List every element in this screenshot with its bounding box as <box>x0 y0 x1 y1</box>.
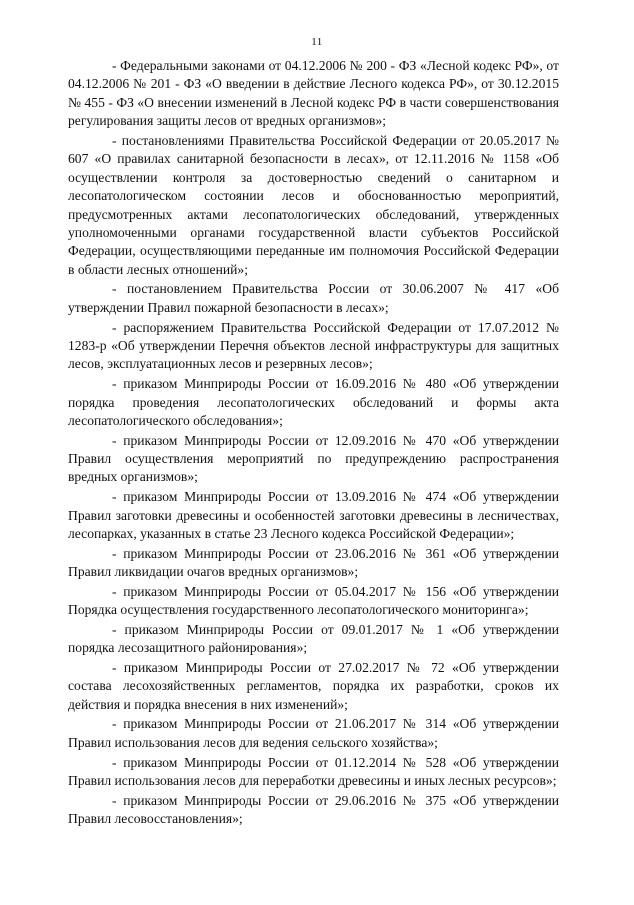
paragraph-order-361: - приказом Минприроды России от 23.06.2016 № 361 «Об утверждении Правил ликвидации очагов вредных организмов»; <box>68 545 559 580</box>
paragraph-order-470: - приказом Минприроды России от 12.09.2016 № 470 «Об утверждении Правил осуществления мероприятий по предупреждению распространения вредных организмов»; <box>68 432 559 485</box>
paragraph-fire-safety-resolution: - постановлением Правительства России от 30.06.2007 № 417 «Об утверждении Правил пожарной безопасности в лесах»; <box>68 281 559 315</box>
paragraph-order-528: - приказом Минприроды России от 01.12.2014 № 528 «Об утверждении Правил использования лесов для переработки древесины и иных лесных ресурсов»; <box>68 754 559 788</box>
paragraph-order-1: - приказом Минприроды России от 09.01.2017 № 1 «Об утверждении порядка лесозащитного районирования»; <box>68 621 559 656</box>
paragraph-infrastructure-order: - распоряжением Правительства Российской Федерации от 17.07.2012 № 1283-р «Об утверждении Перечня объектов лесной инфраструктуры для защитных лесов, эксплуатационных лесов и резервных лесов»; <box>68 319 559 372</box>
document-body <box>68 57 559 830</box>
page-number: 11 <box>311 36 323 48</box>
paragraph-federal-laws: - Федеральными законами от 04.12.2006 № 200 - ФЗ «Лесной кодекс РФ», от 04.12.2006 № 201 - ФЗ «О введении в действие Лесного кодекса РФ», от 30.12.2015 № 455 - ФЗ «О внесении изменений в Лесной кодекс РФ в части совершенствования регулирования защиты лесов от вредных организмов»; <box>68 58 559 129</box>
paragraph-government-resolutions: - постановлениями Правительства Российской Федерации от 20.05.2017 № 607 «О правилах санитарной безопасности в лесах», от 12.11.2016 № 1158 «Об осуществлении контроля за достоверностью сведений о санитарном и лесопатологическом состоянии лесов и обоснованностью мероприятий, предусмотренных актами лесопатологических обследований, утвержденных уполномоченными органами государственной власти субъектов Российской Федерации, осуществляющими переданные им полномочия Российской Федерации в области лесных отношений»; <box>68 132 559 277</box>
paragraph-order-314: - приказом Минприроды России от 21.06.2017 № 314 «Об утверждении Правил использования лесов для ведения сельского хозяйства»; <box>68 716 559 750</box>
paragraph-order-375: - приказом Минприроды России от 29.06.2016 № 375 «Об утверждении Правил лесовосстановления»; <box>68 792 559 827</box>
paragraph-order-156: - приказом Минприроды России от 05.04.2017 № 156 «Об утверждении Порядка осуществления государственного лесопатологического мониторинга»; <box>68 583 559 618</box>
paragraph-order-72: - приказом Минприроды России от 27.02.2017 № 72 «Об утверждении состава лесохозяйственных регламентов, порядка их разработки, сроков их действия и порядка внесения в них изменений»; <box>68 659 559 712</box>
paragraph-order-474: - приказом Минприроды России от 13.09.2016 № 474 «Об утверждении Правил заготовки древесины и особенностей заготовки древесины в лесничествах, лесопарках, указанных в статье 23 Лесного кодекса Российской Федерации»; <box>68 489 559 541</box>
paragraph-order-480: - приказом Минприроды России от 16.09.2016 № 480 «Об утверждении порядка проведения лесопатологических обследований и формы акта лесопатологического обследования»; <box>68 376 559 428</box>
